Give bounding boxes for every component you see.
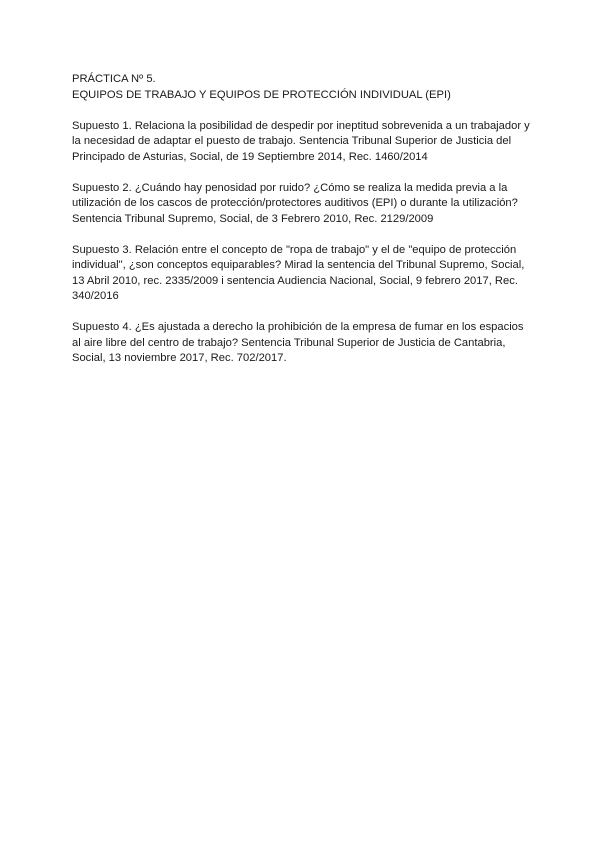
- title-line-topic: EQUIPOS DE TRABAJO Y EQUIPOS DE PROTECCIÓN INDIVIDUAL (EPI): [72, 88, 451, 101]
- case-3-line: Supuesto 3. Relación entre el concepto de "ropa de trabajo" y el de "equipo de protección: [72, 243, 517, 256]
- case-1-line: Principado de Asturias, Social, de 19 Septiembre 2014, Rec. 1460/2014: [72, 150, 428, 163]
- document-title: [72, 72, 532, 103]
- case-3-line: 13 Abril 2010, rec. 2335/2009 i sentencia Audiencia Nacional, Social, 9 febrero 2017, Rec.: [72, 274, 518, 287]
- case-2-line: utilización de los cascos de protección/protectores auditivos (EPI) o durante la utilización?: [72, 197, 518, 209]
- case-1-line: la necesidad de adaptar el puesto de trabajo. Sentencia Tribunal Superior de Justicia del: [72, 135, 512, 147]
- title-line-practice-number: PRÁCTICA Nº 5.: [72, 73, 156, 85]
- case-3-line: 340/2016: [72, 290, 119, 302]
- case-1-paragraph: [72, 119, 532, 166]
- case-2-line: Sentencia Tribunal Supremo, Social, de 3 Febrero 2010, Rec. 2129/2009: [72, 212, 434, 225]
- case-4-line: al aire libre del centro de trabajo? Sentencia Tribunal Superior de Justicia de Cantabria,: [72, 336, 506, 349]
- case-1-line: Supuesto 1. Relaciona la posibilidad de despedir por ineptitud sobrevenida a un trabajador y: [72, 119, 530, 132]
- case-3-line: individual", ¿son conceptos equiparables? Mirad la sentencia del Tribunal Supremo, Social,: [72, 259, 525, 271]
- case-4-line: Supuesto 4. ¿Es ajustada a derecho la prohibición de la empresa de fumar en los espacios: [72, 321, 524, 333]
- document-content: [72, 72, 532, 382]
- case-4-line: Social, 13 noviembre 2017, Rec. 702/2017.: [72, 352, 287, 364]
- case-2-line: Supuesto 2. ¿Cuándo hay penosidad por ruido? ¿Cómo se realiza la medida previa a la: [72, 181, 508, 194]
- case-2-paragraph: [72, 181, 532, 228]
- case-4-paragraph: [72, 320, 532, 367]
- case-3-paragraph: [72, 243, 532, 305]
